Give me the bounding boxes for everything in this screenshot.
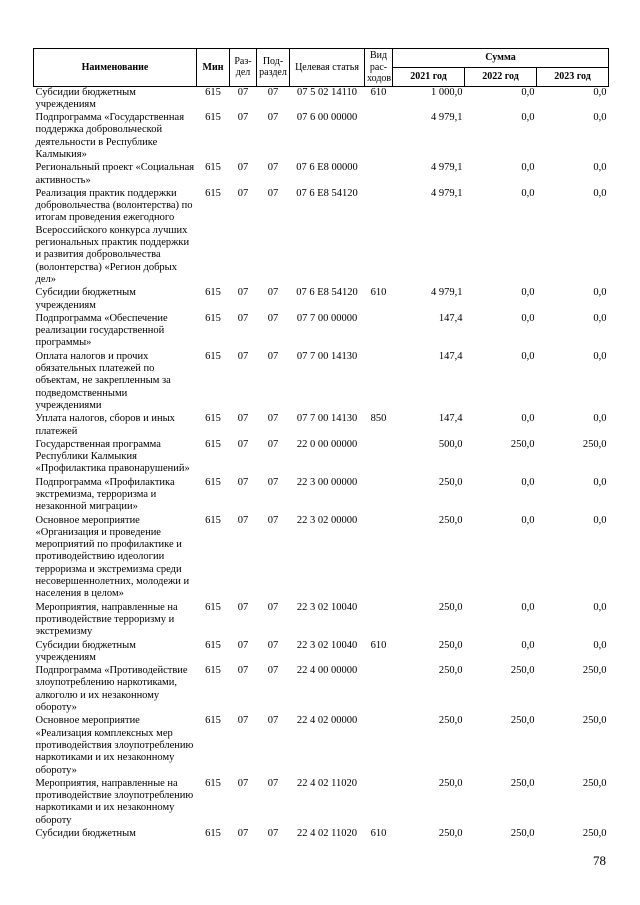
cell-2022: 0,0 (521, 112, 535, 124)
cell-vid (365, 715, 393, 777)
cell-min: 615 (205, 665, 221, 677)
cell-2021: 4 979,1 (431, 287, 463, 299)
header-2021: 2021 год (393, 67, 465, 86)
cell-target: 07 5 02 14110 (297, 86, 357, 98)
cell-2022: 0,0 (521, 162, 535, 174)
table-row (34, 665, 609, 715)
cell-2023: 0,0 (593, 187, 607, 199)
cell-2023: 0,0 (593, 514, 607, 526)
cell-2022: 250,0 (510, 715, 535, 727)
cell-2022: 0,0 (521, 312, 535, 324)
cell-2023: 0,0 (593, 162, 607, 174)
cell-min: 615 (205, 350, 221, 362)
cell-podrazdel: 07 (267, 287, 279, 299)
header-sum: Сумма (393, 49, 609, 68)
cell-podrazdel: 07 (267, 413, 279, 425)
cell-razdel: 07 (237, 665, 249, 677)
table-row (34, 112, 609, 162)
cell-2023: 250,0 (582, 665, 607, 677)
budget-table (33, 48, 609, 841)
cell-podrazdel: 07 (267, 476, 279, 488)
cell-2023: 0,0 (593, 639, 607, 651)
cell-name: Государственная программа Республики Калмыкия «Профилактика правонарушений» (35, 438, 190, 475)
cell-2022: 0,0 (521, 476, 535, 488)
cell-vid (365, 112, 393, 162)
cell-vid: 610 (370, 287, 387, 299)
cell-min: 615 (205, 86, 221, 98)
cell-2022: 250,0 (510, 828, 535, 840)
cell-razdel: 07 (237, 86, 249, 98)
cell-2023: 250,0 (582, 777, 607, 789)
cell-name: Подпрограмма «Противодействие злоупотреблению наркотиками, алкоголю и их незаконному обороту» (35, 665, 188, 714)
cell-name: Реализация практик поддержки добровольчества (волонтерства) по итогам проведения ежегодного Всероссийского конкурса лучших региональных практик поддержки и развития добровольчества (волонтерства) «Регион добрых дел» (35, 187, 193, 285)
cell-vid (365, 602, 393, 640)
cell-vid (365, 162, 393, 188)
cell-target: 07 7 00 14130 (296, 413, 358, 425)
cell-target: 22 4 02 11020 (297, 828, 357, 840)
cell-min: 615 (205, 162, 221, 174)
cell-vid: 850 (370, 413, 387, 425)
cell-2022: 0,0 (521, 514, 535, 526)
cell-name: Мероприятия, направленные на противодействие терроризму и экстремизму (35, 601, 178, 638)
table-row (34, 715, 609, 777)
cell-podrazdel: 07 (267, 86, 279, 98)
cell-razdel: 07 (237, 162, 249, 174)
cell-target: 07 6 E8 00000 (296, 162, 358, 174)
cell-2021: 147,4 (438, 350, 463, 362)
cell-name: Субсидии бюджетным (35, 828, 136, 840)
table-row (34, 162, 609, 188)
cell-2021: 250,0 (438, 828, 463, 840)
cell-vid: 610 (370, 86, 387, 98)
cell-vid (365, 778, 393, 828)
cell-name: Субсидии бюджетным учреждениям (35, 86, 136, 110)
cell-2023: 0,0 (593, 476, 607, 488)
cell-podrazdel: 07 (267, 438, 279, 450)
cell-2022: 0,0 (521, 639, 535, 651)
cell-2022: 250,0 (510, 777, 535, 789)
cell-target: 22 3 00 00000 (296, 476, 358, 488)
header-name: Наименование (34, 49, 197, 87)
cell-2021: 1 000,0 (431, 86, 463, 98)
cell-razdel: 07 (237, 287, 249, 299)
cell-podrazdel: 07 (267, 350, 279, 362)
cell-target: 07 7 00 00000 (296, 312, 358, 324)
header-podrazdel: Под- раздел (257, 49, 290, 87)
cell-target: 07 6 E8 54120 (296, 187, 358, 199)
cell-vid (365, 477, 393, 515)
cell-min: 615 (205, 287, 221, 299)
cell-2022: 0,0 (521, 86, 535, 98)
cell-2021: 147,4 (438, 312, 463, 324)
header-min: Мин (197, 49, 230, 87)
cell-vid (365, 351, 393, 413)
cell-name: Субсидии бюджетным учреждениям (35, 287, 136, 311)
header-2022: 2022 год (465, 67, 537, 86)
cell-name: Подпрограмма «Государственная поддержка добровольческой деятельности в Республике Калмыкия» (35, 112, 185, 160)
cell-min: 615 (205, 639, 221, 651)
cell-razdel: 07 (237, 639, 249, 651)
cell-razdel: 07 (237, 438, 249, 450)
cell-podrazdel: 07 (267, 514, 279, 526)
cell-2023: 0,0 (593, 350, 607, 362)
table-row (34, 413, 609, 439)
cell-target: 07 6 E8 54120 (296, 287, 358, 299)
cell-razdel: 07 (237, 350, 249, 362)
cell-razdel: 07 (237, 777, 249, 789)
cell-name: Подпрограмма «Профилактика экстремизма, терроризма и незаконной миграции» (35, 476, 175, 513)
cell-vid: 610 (370, 639, 387, 651)
cell-2021: 4 979,1 (431, 187, 463, 199)
cell-2021: 250,0 (438, 476, 463, 488)
cell-min: 615 (205, 112, 221, 124)
cell-razdel: 07 (237, 413, 249, 425)
header-razdel: Раз- дел (230, 49, 257, 87)
cell-2023: 250,0 (582, 715, 607, 727)
cell-name: Субсидии бюджетным учреждениям (35, 639, 136, 663)
table-row (34, 602, 609, 640)
cell-target: 22 4 00 00000 (296, 665, 358, 677)
cell-razdel: 07 (237, 312, 249, 324)
cell-target: 22 3 02 00000 (296, 514, 358, 526)
cell-min: 615 (205, 514, 221, 526)
cell-2023: 0,0 (593, 601, 607, 613)
cell-2021: 250,0 (438, 639, 463, 651)
cell-2022: 0,0 (521, 350, 535, 362)
cell-2022: 250,0 (510, 438, 535, 450)
cell-podrazdel: 07 (267, 665, 279, 677)
cell-vid (365, 313, 393, 351)
cell-2022: 0,0 (521, 287, 535, 299)
cell-2021: 250,0 (438, 514, 463, 526)
cell-podrazdel: 07 (267, 639, 279, 651)
table-row (34, 439, 609, 477)
cell-vid (365, 515, 393, 602)
cell-vid: 610 (370, 828, 387, 840)
cell-2021: 147,4 (438, 413, 463, 425)
cell-2022: 0,0 (521, 187, 535, 199)
cell-razdel: 07 (237, 514, 249, 526)
table-row (34, 287, 609, 313)
cell-min: 615 (205, 413, 221, 425)
cell-2021: 4 979,1 (431, 112, 463, 124)
cell-target: 22 4 02 00000 (296, 715, 358, 727)
cell-target: 22 4 02 11020 (297, 777, 357, 789)
cell-min: 615 (205, 828, 221, 840)
table-row (34, 778, 609, 828)
cell-razdel: 07 (237, 112, 249, 124)
cell-2021: 4 979,1 (431, 162, 463, 174)
cell-podrazdel: 07 (267, 187, 279, 199)
cell-min: 615 (205, 312, 221, 324)
cell-2023: 0,0 (593, 287, 607, 299)
cell-vid (365, 439, 393, 477)
cell-2023: 250,0 (582, 828, 607, 840)
cell-name: Мероприятия, направленные на противодействие злоупотреблению наркотиками и их незаконному обороту (35, 777, 194, 826)
cell-podrazdel: 07 (267, 777, 279, 789)
header-2023: 2023 год (537, 67, 609, 86)
cell-2021: 250,0 (438, 665, 463, 677)
cell-podrazdel: 07 (267, 112, 279, 124)
table-row (34, 351, 609, 413)
cell-vid (365, 188, 393, 287)
cell-min: 615 (205, 438, 221, 450)
cell-2023: 0,0 (593, 86, 607, 98)
table-row (34, 828, 609, 841)
cell-2023: 250,0 (582, 438, 607, 450)
cell-target: 22 0 00 00000 (296, 438, 358, 450)
cell-2021: 250,0 (438, 601, 463, 613)
cell-podrazdel: 07 (267, 715, 279, 727)
cell-min: 615 (205, 715, 221, 727)
cell-razdel: 07 (237, 715, 249, 727)
cell-name: Подпрограмма «Обеспечение реализации государственной программы» (35, 312, 168, 349)
table-row (34, 86, 609, 112)
cell-2022: 250,0 (510, 665, 535, 677)
header-vid: Вид рас- ходов (365, 49, 393, 87)
cell-podrazdel: 07 (267, 162, 279, 174)
cell-min: 615 (205, 476, 221, 488)
cell-min: 615 (205, 601, 221, 613)
cell-2022: 0,0 (521, 601, 535, 613)
cell-razdel: 07 (237, 476, 249, 488)
cell-name: Основное мероприятие «Реализация комплексных мер противодействия злоупотреблению наркотиками и их незаконному обороту» (35, 715, 194, 776)
cell-target: 22 3 02 10040 (296, 601, 358, 613)
table-row (34, 640, 609, 666)
header-target: Целевая статья (290, 49, 365, 87)
cell-vid (365, 665, 393, 715)
cell-2023: 0,0 (593, 112, 607, 124)
table-row (34, 313, 609, 351)
cell-2021: 500,0 (438, 438, 463, 450)
table-row (34, 515, 609, 602)
cell-name: Основное мероприятие «Организация и проведение мероприятий по профилактике и противодействию идеологии терроризма и экстремизма среди несовершеннолетних, молодежи и населения в целом» (35, 514, 190, 600)
cell-2021: 250,0 (438, 777, 463, 789)
table-row (34, 477, 609, 515)
page-number: 78 (593, 853, 606, 868)
cell-razdel: 07 (237, 828, 249, 840)
cell-name: Уплата налогов, сборов и иных платежей (35, 413, 175, 437)
cell-2023: 0,0 (593, 413, 607, 425)
cell-podrazdel: 07 (267, 312, 279, 324)
cell-min: 615 (205, 777, 221, 789)
cell-name: Региональный проект «Социальная активность» (35, 162, 195, 186)
table-row (34, 188, 609, 287)
cell-target: 07 6 00 00000 (296, 112, 358, 124)
cell-podrazdel: 07 (267, 601, 279, 613)
cell-podrazdel: 07 (267, 828, 279, 840)
cell-name: Оплата налогов и прочих обязательных платежей по объектам, не закрепленным за подведомственными учреждениями (35, 350, 171, 411)
cell-min: 615 (205, 187, 221, 199)
cell-razdel: 07 (237, 187, 249, 199)
cell-target: 22 3 02 10040 (296, 639, 358, 651)
cell-2021: 250,0 (438, 715, 463, 727)
cell-2023: 0,0 (593, 312, 607, 324)
cell-target: 07 7 00 14130 (296, 350, 358, 362)
cell-2022: 0,0 (521, 413, 535, 425)
cell-razdel: 07 (237, 601, 249, 613)
